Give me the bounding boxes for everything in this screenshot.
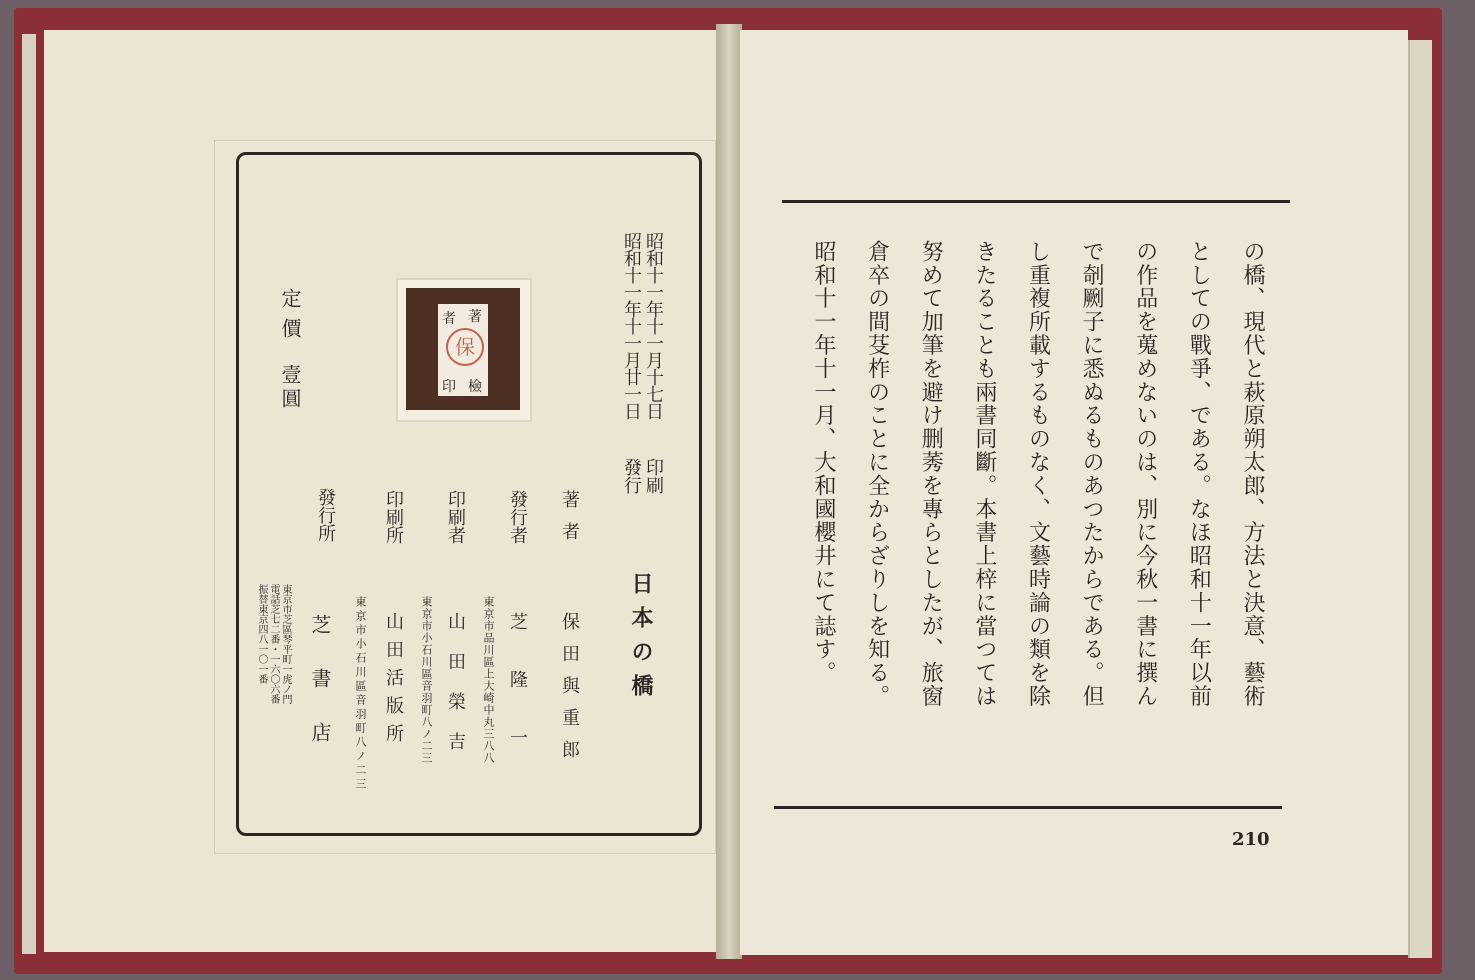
afterword-line-3: の作品を蒐めないのは、別に今秋一書に撰ん [1132,240,1158,708]
publisher-label: 發行者 [507,490,528,544]
issuer-label: 發行所 [315,488,336,542]
author-name: 保田與重郎 [559,612,580,772]
afterword-line-1: の橋、現代と萩原朔太郎、方法と決意、藝術 [1240,240,1265,708]
stamp-border [406,288,520,410]
top-rule [782,200,1290,203]
page-edges-left [22,34,36,954]
printing-date: 昭和十一年十一月十七日 [643,232,664,419]
bottom-rule [774,806,1282,809]
printer-name: 山田榮吉 [445,612,466,772]
afterword-line-4: で剞劂子に悉ぬるものあつたからである。但 [1079,240,1105,708]
printer-label: 印刷者 [445,490,466,544]
afterword-line-8: 倉卒の間芟柞のことに全からざりしを知る。 [864,240,890,708]
publisher-address: 東京市品川區上大崎中丸三八八 [482,596,495,764]
page-edges-right [1408,40,1432,958]
printing-label: 印刷 [643,458,664,494]
stamp-top-left: 者 [442,311,456,327]
print-shop-address: 東京市小石川區音羽町八ノ二三 [354,596,367,792]
author-seal: 保 [446,328,484,366]
stamp-bottom-right: 檢 [468,379,482,395]
price-label: 定價 [278,288,302,348]
issue-label: 發行 [621,458,642,494]
inspection-stamp [398,280,530,420]
issuer-account: 振替東京四八一〇一番 [256,584,267,684]
afterword-line-9: 昭和十一年十一月、大和國櫻井にて誌す。 [811,240,836,685]
issuer-phone: 電話芝七二番・一六〇六番 [268,584,279,704]
afterword-line-2: としての戰爭、である。なほ昭和十一年以前 [1186,240,1212,708]
book-gutter [716,24,742,959]
printer-address: 東京市小石川區音羽町八ノ二三 [420,596,433,764]
stamp-top-right: 著 [468,309,482,325]
publisher-name: 芝隆一 [507,612,528,786]
print-shop-name: 山田活版所 [383,612,404,752]
afterword-text [808,240,1268,708]
price-value: 壹圓 [278,364,302,412]
print-shop-label: 印刷所 [383,490,404,544]
stamp-bottom-left: 印 [442,379,456,395]
issue-date: 昭和十一年十一月廿一日 [621,232,642,419]
issuer-address: 東京市芝區琴平町一虎ノ門 [280,584,291,704]
author-label: 著者 [559,490,580,554]
afterword-line-6: きたることも兩書同斷。本書上梓に當つては [971,240,997,708]
page-number: 210 [1232,829,1270,850]
afterword-line-5: し重複所載するものなく、文藝時論の類を除 [1025,240,1051,708]
book-title: 日本の橋 [628,572,654,708]
afterword-line-7: 努めて加筆を避け删莠を專らとしたが、旅窗 [918,240,944,708]
issuer-name: 芝書店 [308,614,332,776]
